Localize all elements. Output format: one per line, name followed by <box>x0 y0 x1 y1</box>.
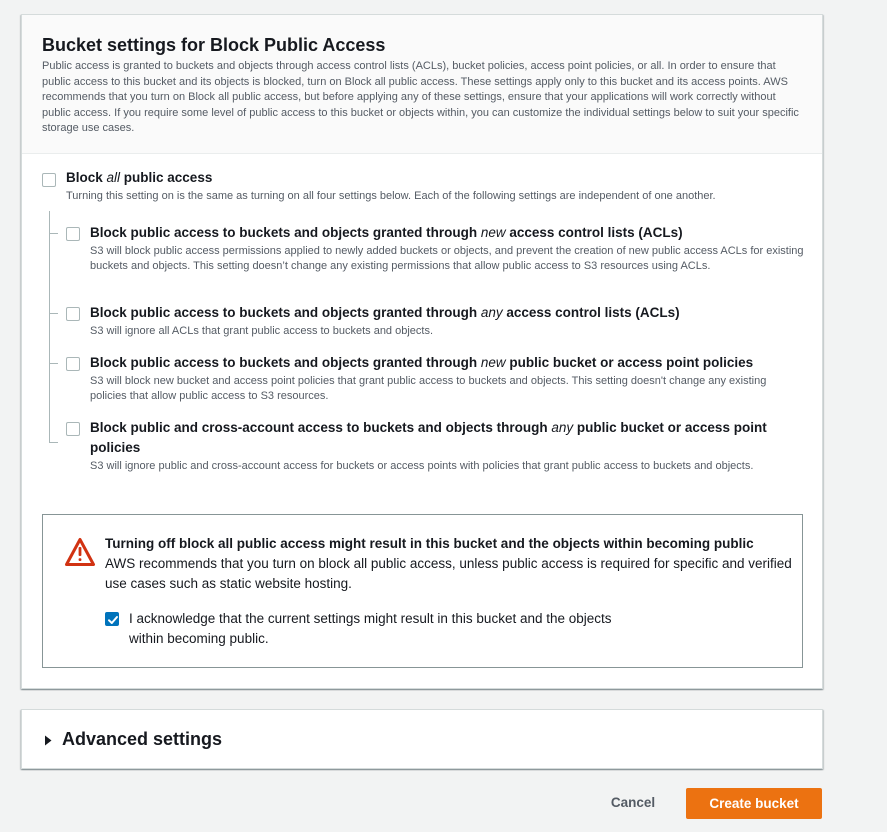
label-emphasis: any <box>551 420 574 435</box>
tree-branch <box>49 233 58 234</box>
panel-title: Bucket settings for Block Public Access <box>42 35 386 55</box>
label-part: Block public access to buckets and objects granted through <box>90 305 481 320</box>
block-new-policies-description: S3 will block new bucket and access point policies that grant public access to buckets and objects. This setting doesn't change any existing policies that allow public access to S3 resources. <box>90 375 767 402</box>
tree-connector <box>49 211 50 443</box>
block-any-acls-description: S3 will ignore all ACLs that grant public access to buckets and objects. <box>90 325 434 337</box>
block-all-description: Turning this setting on is the same as turning on all four settings below. Each of the following settings are independent of one another. <box>66 190 716 202</box>
check-icon <box>107 614 119 626</box>
warning-title: Turning off block all public access might result in this bucket and the objects within becoming public <box>105 536 754 551</box>
label-part: Block public and cross-account access to buckets and objects through <box>90 420 552 435</box>
block-new-acls-checkbox[interactable] <box>66 227 80 241</box>
label-part: Block public access to buckets and objects granted through <box>90 355 481 370</box>
block-new-policies-checkbox[interactable] <box>66 357 80 371</box>
label-part: access control lists (ACLs) <box>502 305 680 320</box>
block-new-policies-label[interactable] <box>90 353 790 373</box>
label-part: public access <box>120 170 213 185</box>
block-new-acls-label[interactable] <box>90 223 790 243</box>
label-part: Block <box>66 170 107 185</box>
block-all-label[interactable] <box>66 168 766 188</box>
label-part: public bucket or access point policies <box>505 355 754 370</box>
block-new-acls-description: S3 will block public access permissions applied to newly added buckets or objects, and prevent the creation of new public access ACLs for existing buckets and objects. This setting doesn’t change any existing permissions that allow public access to S3 resources using ACLs. <box>90 245 804 272</box>
advanced-settings-expander[interactable] <box>21 709 823 769</box>
label-part: access control lists (ACLs) <box>505 225 683 240</box>
label-emphasis: new <box>480 225 506 240</box>
block-any-policies-description: S3 will ignore public and cross-account access for buckets or access points with policies that grant public access to buckets and objects. <box>90 460 754 472</box>
warning-triangle-icon <box>64 537 96 572</box>
label-emphasis: new <box>480 355 506 370</box>
tree-branch <box>49 313 58 314</box>
tree-branch <box>49 442 58 443</box>
panel-header <box>22 15 822 154</box>
block-any-policies-checkbox[interactable] <box>66 422 80 436</box>
panel-description: Public access is granted to buckets and objects through access control lists (ACLs), bucket policies, access point policies, or all. In order to ensure that public access to this bucket and its objects is blocked, turn on Block all public access. These settings apply only to this bucket and its access points. AWS recommends that you turn on Block all public access, but before applying any of these settings, ensure that your applications will work correctly without public access. If you require some level of public access to this bucket or objects within, you can customize the individual settings below to suit your specific storage use cases. <box>42 60 799 134</box>
block-any-acls-checkbox[interactable] <box>66 307 80 321</box>
acknowledge-label[interactable]: I acknowledge that the current settings might result in this bucket and the objects within becoming public. <box>129 611 612 646</box>
advanced-settings-label: Advanced settings <box>62 729 223 749</box>
block-any-policies-label[interactable] <box>90 418 790 458</box>
block-public-access-panel <box>21 14 823 689</box>
block-any-acls-label[interactable] <box>90 303 790 323</box>
label-part: public bucket or access point policies <box>90 420 767 455</box>
create-bucket-button[interactable]: Create bucket <box>686 788 822 819</box>
caret-right-icon <box>44 733 52 751</box>
cancel-button[interactable]: Cancel <box>610 795 656 810</box>
tree-branch <box>49 363 58 364</box>
label-emphasis: any <box>480 305 503 320</box>
block-all-checkbox[interactable] <box>42 173 56 187</box>
public-access-warning <box>42 514 803 668</box>
acknowledge-checkbox[interactable] <box>105 612 119 626</box>
label-emphasis: all <box>106 170 121 185</box>
label-part: Block public access to buckets and objects granted through <box>90 225 481 240</box>
warning-body: AWS recommends that you turn on block all public access, unless public access is required for specific and verified use cases such as static website hosting. <box>105 556 792 591</box>
